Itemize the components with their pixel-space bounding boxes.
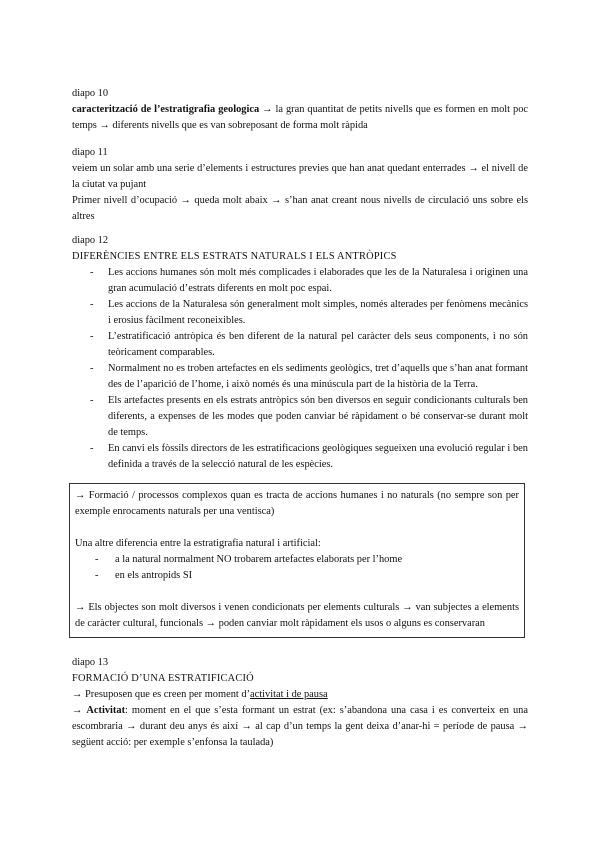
list-item: - Els artefactes presents en els estrats antròpics són ben diversos en seguir condicionants culturals ben diferents, a expenses de les modes que poden canviar bé ràpidament o bé conservar-se durant molt de temps. [72, 393, 528, 441]
list-item: - en els antropids SI [75, 568, 519, 584]
diapo-10-heading: diapo 10 [72, 88, 109, 99]
diapo-13-underlined-term: activitat i de pausa [250, 689, 328, 700]
diapo-13-bold-term: Activitat [86, 705, 126, 716]
spacer [75, 520, 519, 536]
list-item: - Les accions de la Naturalesa són generalment molt simples, només alterades per fenòmens mecànics i erosius fàcilment reconeixibles. [72, 297, 528, 329]
note-list [75, 552, 519, 584]
diapo-10-bold-term: caracterització de l’estratigrafia geologica [72, 104, 260, 115]
spacer [75, 584, 519, 600]
note-paragraph-3: → Els objectes son molt diversos i venen condicionats per elements culturals → van subjectes a elements de caràcter cultural, funcionals → poden canviar molt ràpidament els usos o alguns es conservaran [75, 602, 519, 629]
section-diapo-11 [72, 145, 528, 225]
diapo-10-text [72, 102, 528, 134]
section-diapo-10 [72, 86, 528, 134]
diapo-10-rest: → la gran quantitat de petits nivells que es formen en molt poc temps → diferents nivells que es van sobreposant de forma molt ràpida [72, 104, 529, 131]
note-box [69, 483, 525, 638]
section-diapo-13 [72, 655, 528, 751]
diapo-12-title: DIFERÈNCIES ENTRE ELS ESTRATS NATURALS I ELS ANTRÒPICS [72, 251, 397, 262]
diapo-12-heading: diapo 12 [72, 235, 109, 246]
diapo-13-title: FORMACIÓ D’UNA ESTRATIFICACIÓ [72, 673, 254, 684]
list-item: - Les accions humanes són molt més complicades i elaborades que les de la Naturalesa i originen una gran acumulació d’estrats diferents en molt poc espai. [72, 265, 528, 297]
note-paragraph-2: Una altre diferencia entre la estratigrafia natural i artificial: [75, 538, 321, 549]
diapo-11-heading: diapo 11 [72, 147, 108, 158]
diapo-13-line-1 [72, 687, 528, 703]
diapo-12-list [72, 265, 528, 473]
arrow: → [72, 705, 87, 716]
list-item: - L’estratificació antròpica és ben diferent de la natural pel caràcter dels seus components, i no són teòricament comparables. [72, 329, 528, 361]
diapo-11-paragraph-1: veiem un solar amb una serie d’elements i estructures previes que han anat quedant enterrades → el nivell de la ciutat va pujant [72, 163, 528, 190]
section-diapo-12 [72, 233, 528, 473]
note-paragraph-1: → Formació / processos complexos quan es tracta de accions humanes i no naturals (no sempre son per exemple enrocaments naturals per una ventisca) [75, 490, 519, 517]
diapo-11-paragraph-2: Primer nivell d’ocupació → queda molt abaix → s’han anat creant nous nivells de circulació uns sobre els altres [72, 195, 528, 222]
list-item: - Normalment no es troben artefactes en els sediments geològics, tret d’aquells que s’han anat formant des de l’aparició de l’home, i això només és una minúscula part de la història de la Terra. [72, 361, 528, 393]
diapo-13-line-2-text: : moment en el que s’esta formant un estrat (ex: s’abandona una casa i es converteix en una escombraria → durant deu anys és així → al cap d’un temps la gent deixa d’anar-hi = període de pausa → següent acció: per exemple s’enfonsa la taulada) [72, 705, 528, 748]
diapo-13-line-2 [72, 703, 528, 751]
diapo-13-line-1-text: → Presuposen que es creen per moment d’ [72, 689, 251, 700]
list-item: - En canvi els fòssils directors de les estratificacions geològiques segueixen una evolució regular i ben definida a través de la selecció natural de les espècies. [72, 441, 528, 473]
diapo-13-heading: diapo 13 [72, 657, 109, 668]
list-item: - a la natural normalment NO trobarem artefactes elaborats per l’home [75, 552, 519, 568]
